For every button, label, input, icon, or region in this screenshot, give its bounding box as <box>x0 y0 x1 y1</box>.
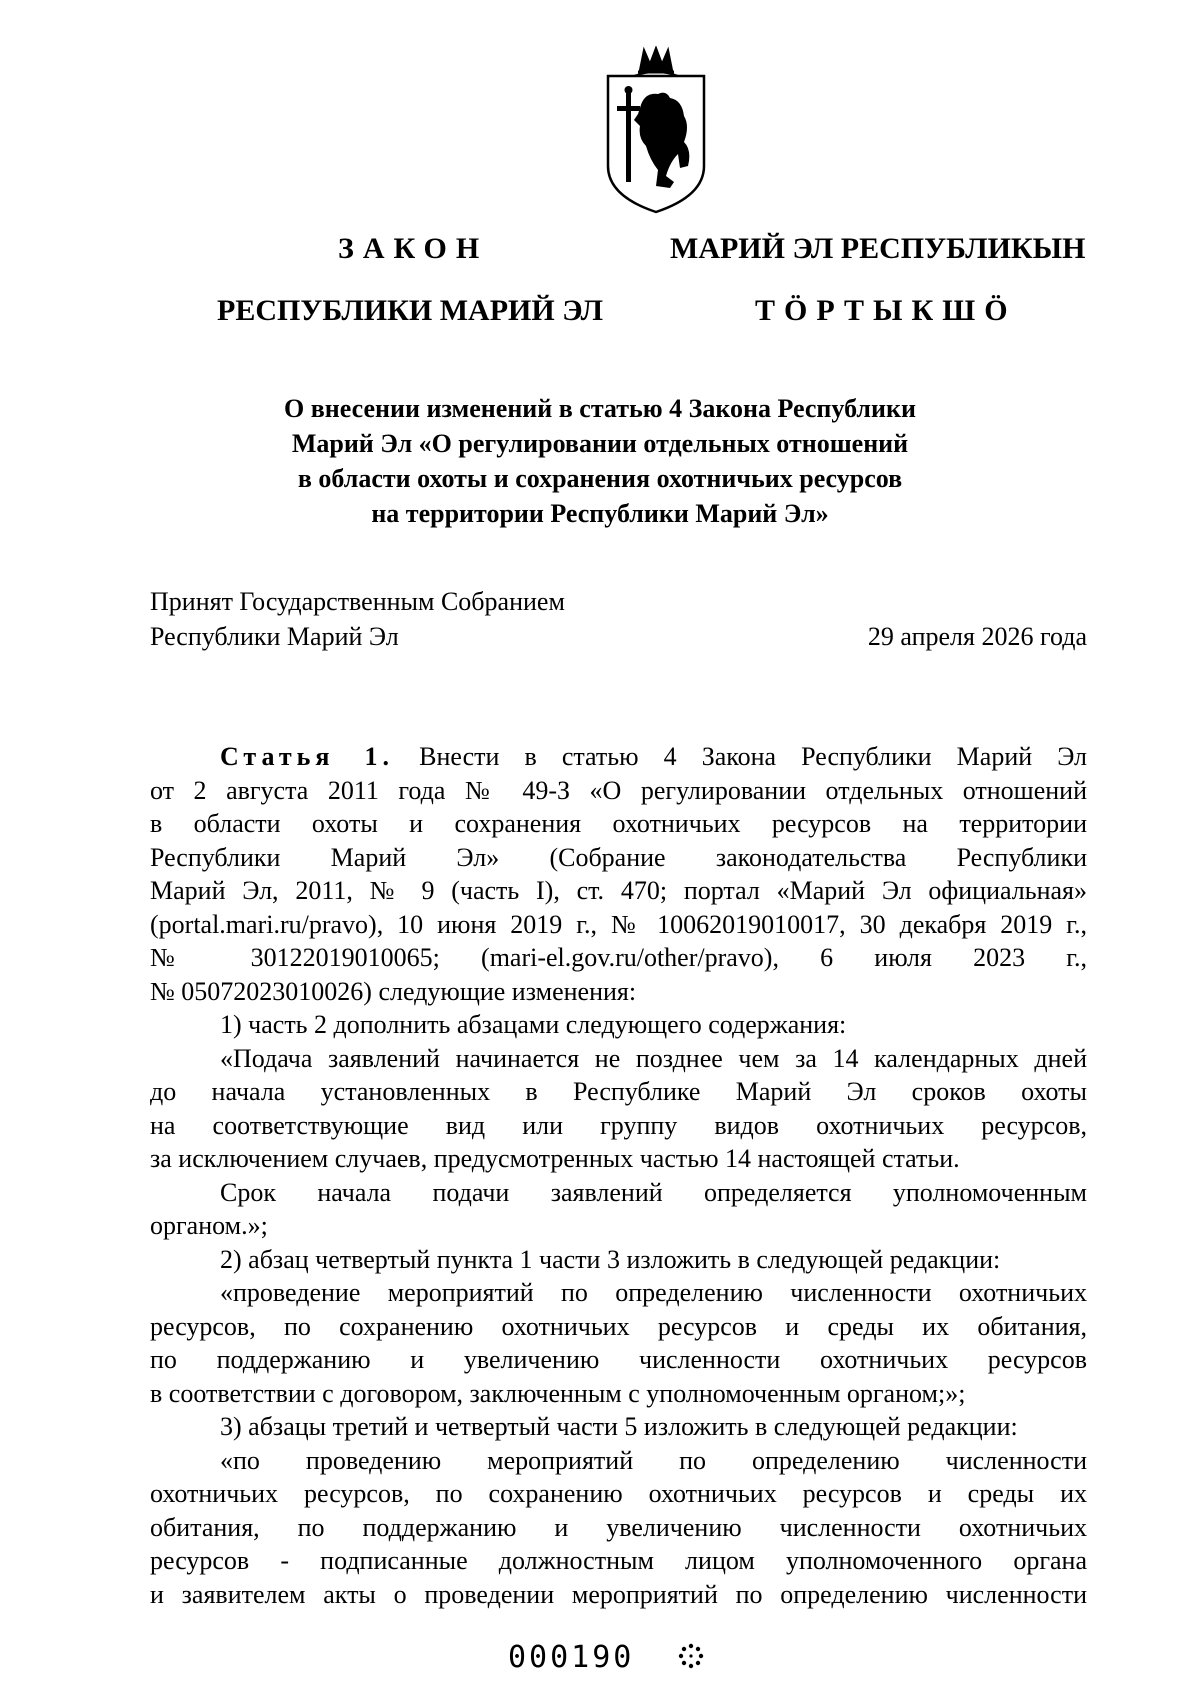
body-line: 2) абзац четвертый пункта 1 части 3 изложить в следующей редакции: <box>220 1244 1001 1274</box>
article-1-body <box>150 740 1087 1611</box>
body-line: и заявителем акты о проведении мероприятий по определению численности <box>150 1579 1087 1609</box>
document-title <box>200 391 1000 531</box>
body-line: в соответствии с договором, заключенным с уполномоченным органом;»; <box>150 1378 966 1408</box>
title-line: Марий Эл «О регулировании отдельных отношений <box>291 429 909 458</box>
body-line: № 05072023010026) следующие изменения: <box>150 976 637 1006</box>
body-line: Срок начала подачи заявлений определяется уполномоченным <box>220 1177 1087 1207</box>
body-line: на соответствующие вид или группу видов охотничьих ресурсов, <box>150 1110 1087 1140</box>
body-line: «по проведению мероприятий по определению численности <box>220 1445 1087 1475</box>
body-line: в области охоты и сохранения охотничьих ресурсов на территории <box>150 809 1087 838</box>
body-line: ресурсов - подписанные должностным лицом уполномоченного органа <box>150 1546 1087 1575</box>
body-line: «Подача заявлений начинается не позднее чем за 14 календарных дней <box>220 1043 1087 1073</box>
header-law-mari: ТӦРТЫКШӦ <box>755 294 1017 327</box>
adoption-date: 29 апреля 2026 года <box>867 622 1087 651</box>
coat-of-arms-emblem <box>600 46 712 214</box>
body-line: обитания, по поддержанию и увеличению численности охотничьих <box>150 1512 1087 1542</box>
asterisk-mark-icon <box>676 1641 706 1671</box>
adoption-statement <box>150 584 565 654</box>
header-republic-ru: РЕСПУБЛИКИ МАРИЙ ЭЛ <box>217 294 604 327</box>
body-line: до начала установленных в Республике Марий Эл сроков охоты <box>150 1077 1087 1106</box>
title-line: в области охоты и сохранения охотничьих ресурсов <box>297 464 903 493</box>
body-line: (portal.mari.ru/pravo), 10 июня 2019 г., № 10062019010017, 30 декабря 2019 г., <box>150 909 1087 939</box>
body-line: от 2 августа 2011 года № 49-З «О регулировании отдельных отношений <box>150 775 1087 805</box>
document-serial-number: 000190 <box>508 1640 635 1675</box>
title-line: О внесении изменений в статью 4 Закона Республики <box>284 394 916 423</box>
title-line: на территории Республики Марий Эл» <box>371 499 829 528</box>
body-line: «проведение мероприятий по определению численности охотничьих <box>220 1278 1087 1307</box>
body-line: Статья 1. Внести в статью 4 Закона Республики Марий Эл <box>220 742 1087 771</box>
body-line: по поддержанию и увеличению численности охотничьих ресурсов <box>150 1345 1087 1374</box>
adoption-line: Принят Государственным Собранием <box>150 587 565 616</box>
body-line: за исключением случаев, предусмотренных частью 14 настоящей статьи. <box>150 1144 960 1173</box>
body-line: № 30122019010065; (mari-el.gov.ru/other/pravo), 6 июля 2023 г., <box>150 943 1087 972</box>
body-line: Республики Марий Эл» (Собрание законодательства Республики <box>150 842 1087 872</box>
body-line: охотничьих ресурсов, по сохранению охотничьих ресурсов и среды их <box>150 1479 1087 1508</box>
header-republic-mari: МАРИЙ ЭЛ РЕСПУБЛИКЫН <box>670 232 1086 265</box>
body-line: Марий Эл, 2011, № 9 (часть I), ст. 470; портал «Марий Эл официальная» <box>150 876 1087 905</box>
adoption-line: Республики Марий Эл <box>150 622 399 651</box>
body-line: 3) абзацы третий и четвертый части 5 изложить в следующей редакции: <box>220 1412 1018 1441</box>
body-line: органом.»; <box>150 1211 268 1240</box>
article-heading: Статья 1. <box>220 742 395 771</box>
body-line: ресурсов, по сохранению охотничьих ресурсов и среды их обитания, <box>150 1311 1087 1341</box>
body-line: 1) часть 2 дополнить абзацами следующего содержания: <box>220 1010 847 1039</box>
header-law-ru: ЗАКОН <box>338 232 489 265</box>
